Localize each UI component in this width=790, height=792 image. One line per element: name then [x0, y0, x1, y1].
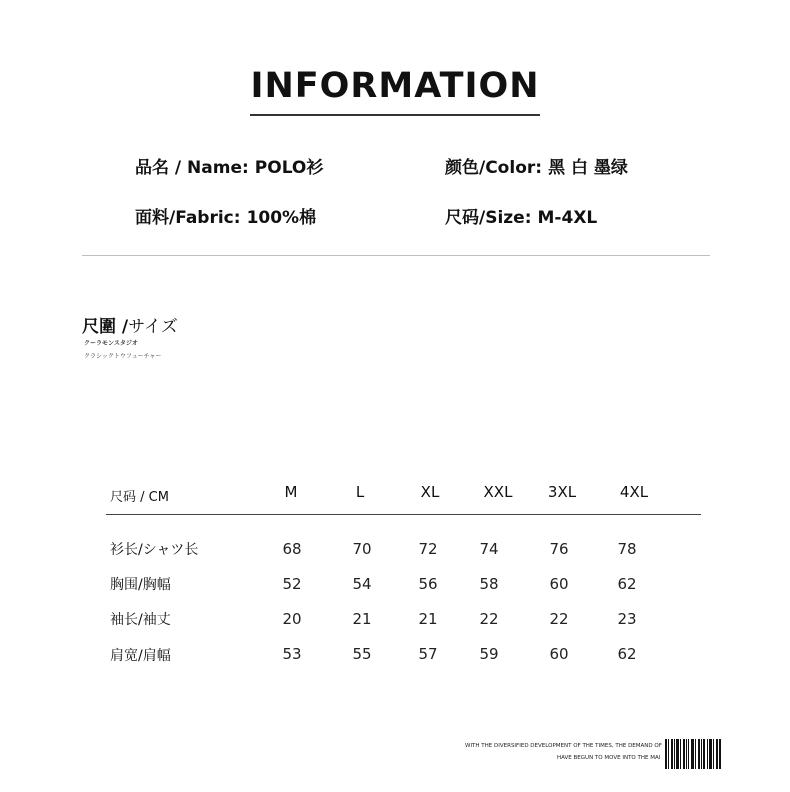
section-divider: [82, 255, 710, 256]
table-cell: 62: [617, 645, 637, 663]
row-label: 肩宽/肩幅: [110, 648, 171, 664]
table-cell: 57: [418, 645, 438, 663]
title-underline: [250, 114, 540, 116]
fabric-value: 100%棉: [246, 208, 317, 228]
size-header: 3XL: [547, 483, 577, 501]
table-cell: 22: [549, 610, 569, 628]
size-section-title-main: 尺圍 /: [82, 317, 129, 337]
row-label: 袖长/袖丈: [110, 612, 171, 628]
table-cell: 52: [282, 575, 302, 593]
table-cell: 54: [352, 575, 372, 593]
table-cell: 56: [418, 575, 438, 593]
table-cell: 60: [549, 645, 569, 663]
info-color: [445, 153, 628, 178]
table-cell: 76: [549, 540, 569, 558]
footer-text-line-1: WITH THE DIVERSIFIED DEVELOPMENT OF THE TIMES, THE DEMAND OF: [465, 743, 662, 749]
table-cell: 72: [418, 540, 438, 558]
table-cell: 53: [282, 645, 302, 663]
size-header: M: [284, 483, 298, 501]
info-name: [135, 153, 323, 178]
size-value: M-4XL: [537, 208, 598, 228]
table-cell: 21: [352, 610, 372, 628]
size-section-title-jp: サイズ: [128, 317, 178, 337]
size-section-subtitle-2: クラシックトウフューチャー: [84, 353, 162, 360]
table-cell: 20: [282, 610, 302, 628]
row-label: 胸围/胸幅: [110, 577, 171, 593]
table-cell: 68: [282, 540, 302, 558]
table-cell: 60: [549, 575, 569, 593]
table-cell: 22: [479, 610, 499, 628]
table-cell: 70: [352, 540, 372, 558]
page-title: INFORMATION: [250, 66, 540, 106]
fabric-label: 面料/Fabric:: [135, 208, 241, 228]
name-label: 品名 / Name:: [135, 158, 249, 178]
table-cell: 78: [617, 540, 637, 558]
table-cell: 58: [479, 575, 499, 593]
table-header-rule: [106, 514, 701, 515]
size-header: XL: [420, 483, 440, 501]
barcode-icon: [665, 739, 721, 769]
size-header: L: [355, 483, 365, 501]
table-cell: 23: [617, 610, 637, 628]
table-cell: 59: [479, 645, 499, 663]
table-cell: 74: [479, 540, 499, 558]
table-corner-label: 尺码 / CM: [110, 490, 169, 505]
size-label: 尺码/Size:: [445, 208, 532, 228]
size-section-subtitle-1: クーラモンスタジオ: [84, 340, 138, 347]
size-header: XXL: [483, 483, 513, 501]
size-header: 4XL: [619, 483, 649, 501]
name-value: POLO衫: [254, 158, 324, 178]
info-fabric: [135, 203, 316, 228]
table-cell: 21: [418, 610, 438, 628]
row-label: 衫长/シャツ长: [110, 542, 199, 558]
size-section-title: [82, 312, 178, 337]
table-cell: 62: [617, 575, 637, 593]
color-label: 颜色/Color:: [445, 158, 543, 178]
color-value: 黑 白 墨绿: [548, 158, 628, 178]
footer-text-line-2: HAVE BEGUN TO MOVE INTO THE MAI: [557, 755, 661, 761]
table-cell: 55: [352, 645, 372, 663]
info-size: [445, 203, 597, 228]
